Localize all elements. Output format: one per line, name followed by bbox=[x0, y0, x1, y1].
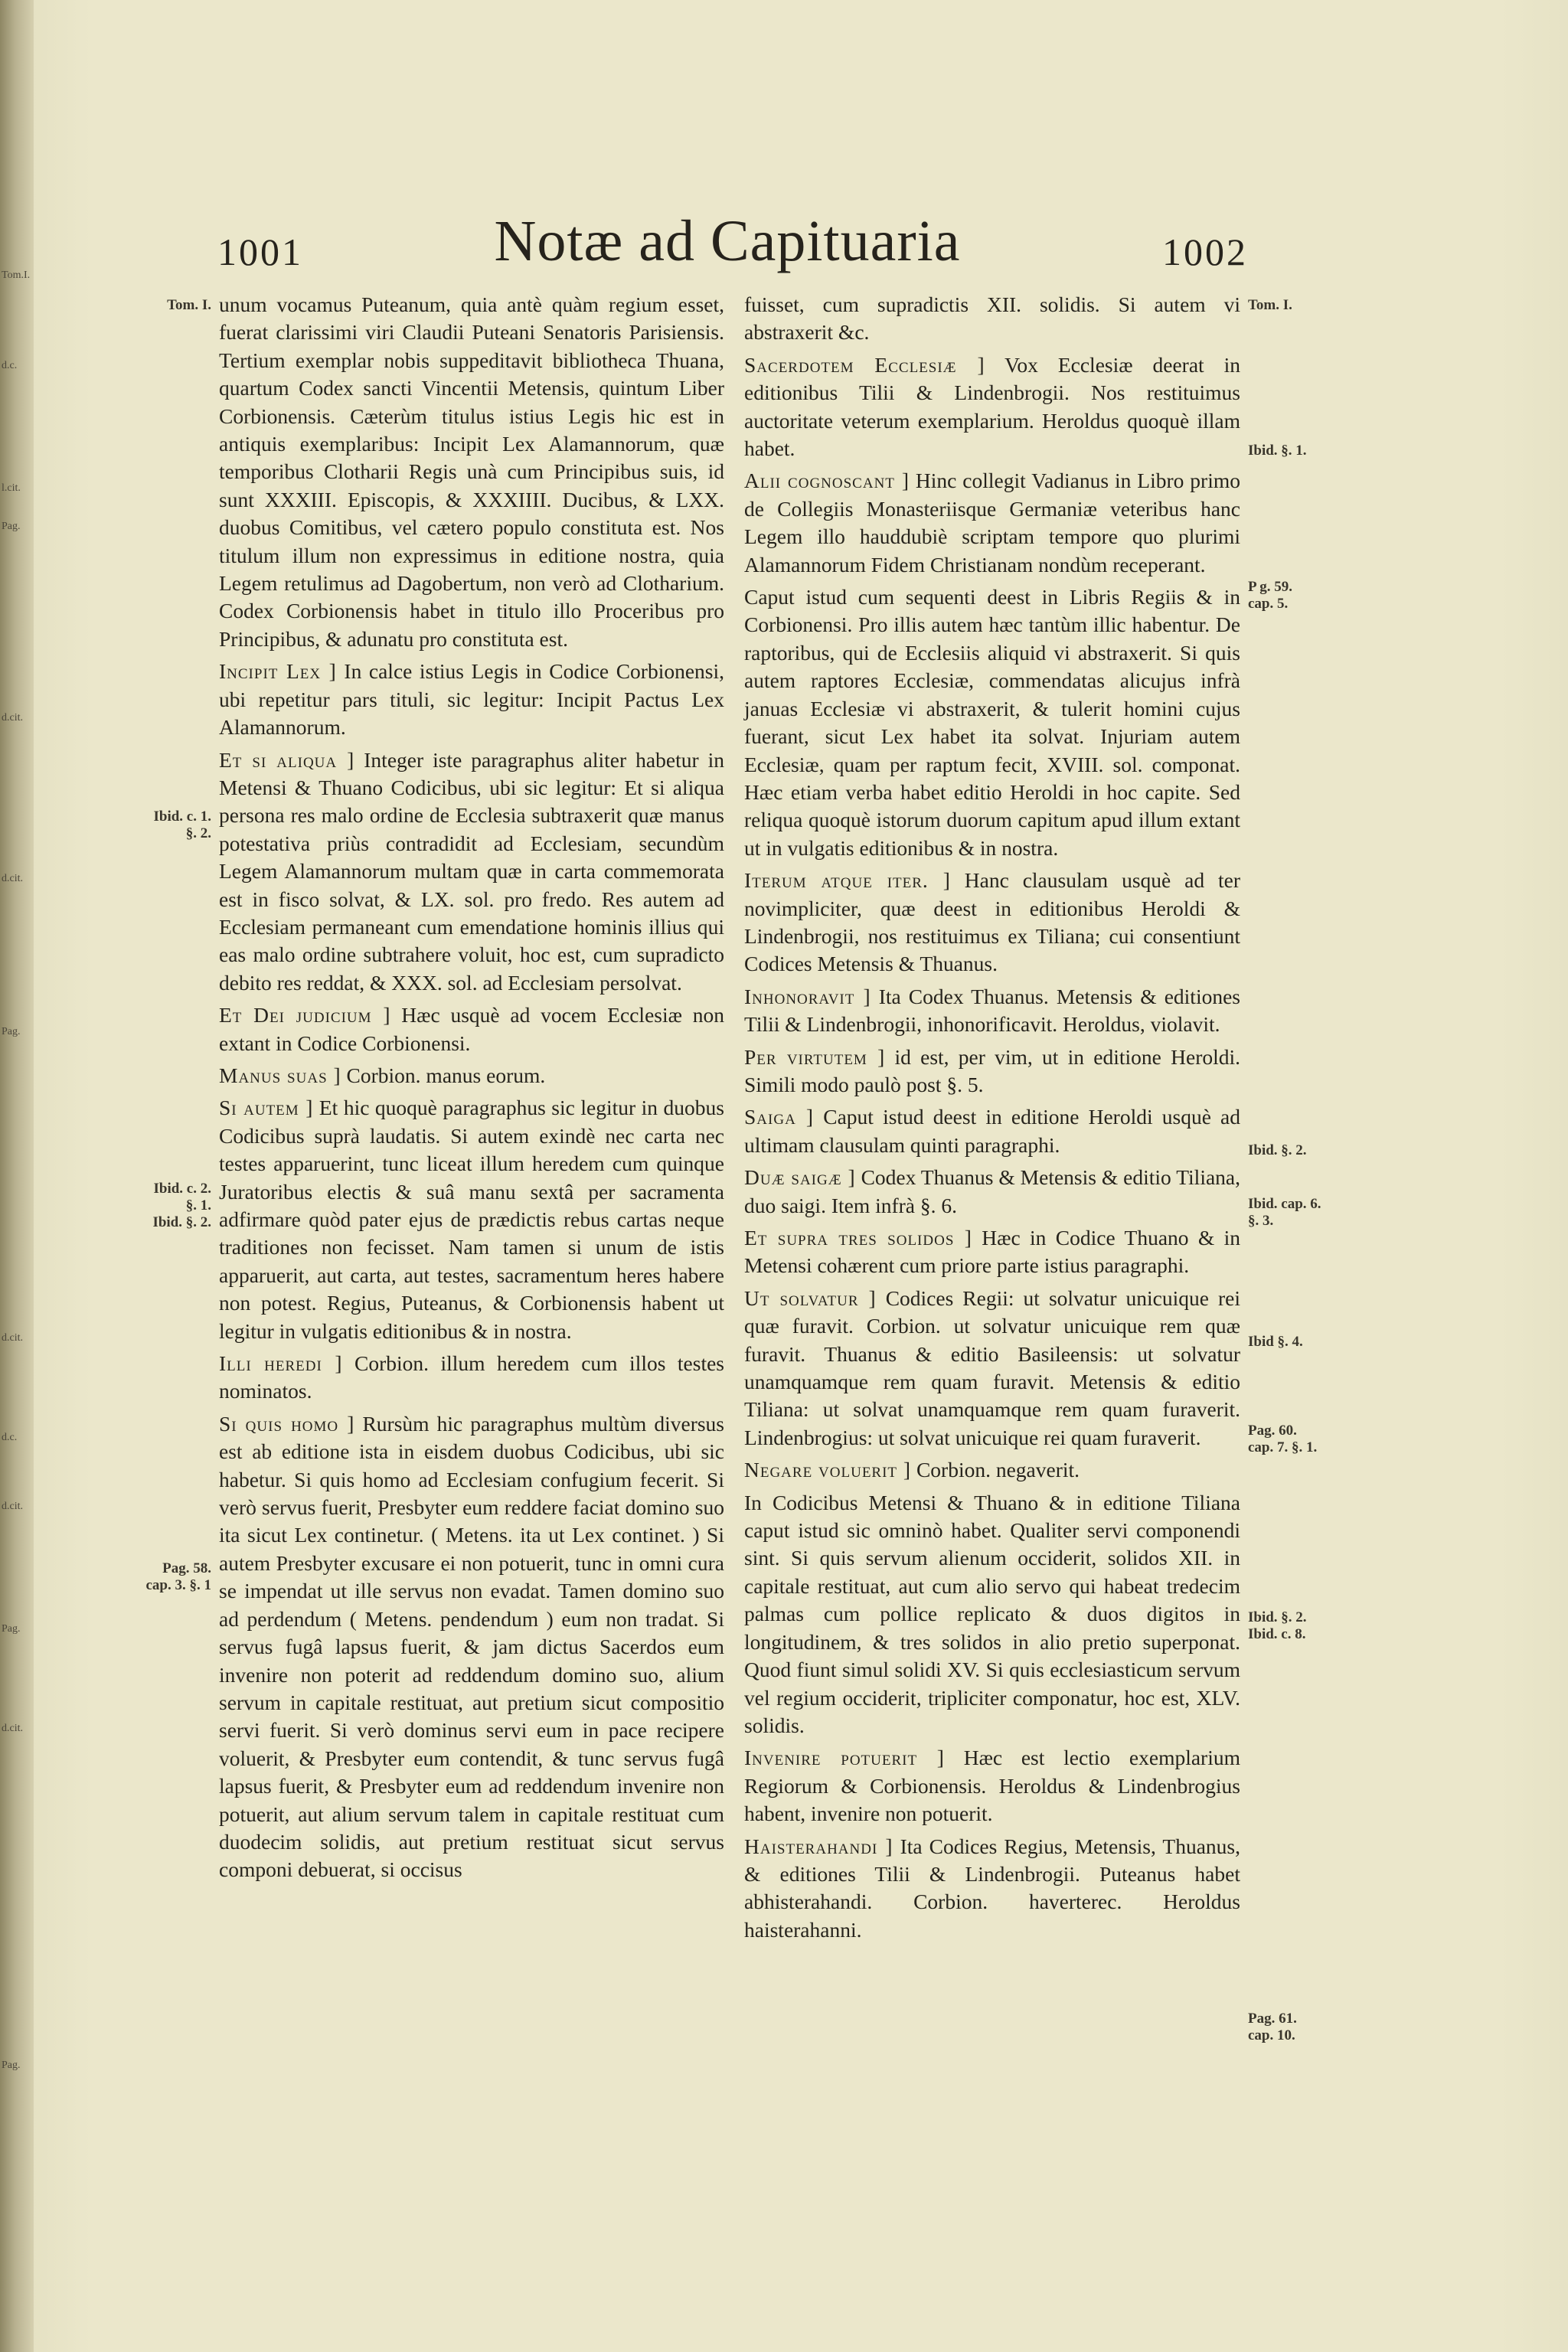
paragraph-text: Hanc clausulam usquè ad ter novimpliciter, quæ deest in editionibus Heroldi & Lindenbrogii, nos restituimus ex Tiliana; cui consentiunt Codices Metensis & Thuanus. bbox=[744, 868, 1241, 976]
margin-note-left: Ibid. c. 1. §. 2. bbox=[153, 808, 211, 841]
paragraph bbox=[744, 1285, 1240, 1452]
lemma: Duæ saigæ ] bbox=[744, 1165, 856, 1190]
paragraph-text: Codex Thuanus & Metensis & editio Tiliana, duo saigi. Item infrà §. 6. bbox=[744, 1165, 1240, 1217]
paragraph-text: Integer iste paragraphus aliter habetur in Metensi & Thuano Codicibus, ubi sic legitur: Et si aliqua persona res malo ordine de Ecclesia subtraxerit quæ manus potestativa priùs contradidit ad Ecclesiam, secundùm Legem Alamannorum multam quæ in carta commemorata est in fisco solvat, & LX. sol. pro fredo. Res autem ad Ecclesiam permaneant cum emendatione hominis illius qui eas malo ordine subtrahere voluit, hoc est, cum supradicto debito res reddat, & XXX. sol. ad Ecclesiam persolvat. bbox=[219, 747, 725, 995]
paragraph bbox=[744, 583, 1240, 862]
paragraph bbox=[219, 746, 724, 998]
lemma: Et Dei judicium ] bbox=[219, 1003, 391, 1027]
lemma: Haisterahandi ] bbox=[744, 1834, 893, 1858]
paragraph-text: Caput istud cum sequenti deest in Libris Regiis & in Corbionensi. Pro illis autem hæc tantùm illic habentur. De raptoribus, qui de Ecclesiis aliquid vi abstraxerit. Si quis autem raptores Ecclesiæ, commendatas alicujus infrà januas Ecclesiæ vi abstraxerit, & tulerit homini cujus fuerant, sicut Lex habet ita solvat. Injuriam autem Ecclesiæ, quam per raptum fecit, XVIII. sol. componat. Hæc etiam verba habet editio Heroldi in hoc capite. Sed reliqua quoquè istorum duorum capitum apud illum extant ut in vulgatis editionibus & in nostra. bbox=[744, 585, 1240, 860]
paragraph-text: Ita Codices Regius, Metensis, Thuanus, & editiones Tilii & Lindenbrogii. Puteanus habet abhisterahandi. Corbion. haverterec. Heroldus haisterahanni. bbox=[744, 1834, 1241, 1942]
paragraph bbox=[219, 1001, 724, 1057]
gutter-note: d.cit. bbox=[2, 1501, 23, 1512]
page-number-right: 1002 bbox=[1162, 230, 1248, 273]
paragraph-text: id est, per vim, ut in editione Heroldi. Simili modo paulò post §. 5. bbox=[744, 1044, 1241, 1096]
lemma: Negare voluerit ] bbox=[744, 1458, 912, 1482]
paragraph bbox=[744, 1164, 1240, 1220]
paragraph bbox=[744, 1103, 1240, 1159]
paragraph-text: Rursùm hic paragraphus multùm diversus est ab editione ista in eisdem duobus Codicibus, ubi sic habetur. Si quis homo ad Ecclesiam confugium fecerit. Si verò servus fuerit, Presbyter eum reddere faciat domino suo ita sicut Lex continetur. ( Metens. ita ut Lex continet. ) Si autem Presbyter excusare ei non potuerit, tunc in omni cura se impendat ut ille servus non evadat. Tamen domino suo ad perdendum ( Metens. pendendum ) eum non tradat. Si servus fugâ lapsus fuerit, & jam dictus Sacerdos eum invenire non poterit ad reddendum domino suo, alium servum in capitale restituat, aut pretium sicut compositio servi fuerit. Si verò dominus servi eum in pace recipere voluerit, & Presbyter eum contendit, & tunc servus fugâ lapsus fuerit, & Presbyter eum ad reddendum invenire non potuerit, aut alium servum talem in capitale restituat cum duodecim solidis, aut pretium restituat sicut servus componi debuerat, si occisus bbox=[219, 1411, 725, 1882]
gutter-note: l.cit. bbox=[2, 482, 21, 494]
margin-note-right: Pag. 61. cap. 10. bbox=[1248, 2011, 1297, 2043]
paragraph bbox=[744, 867, 1240, 978]
margin-note-right: Ibid. cap. 6. §. 3. bbox=[1248, 1196, 1321, 1229]
margin-note-right: Ibid. §. 1. bbox=[1248, 443, 1307, 459]
paragraph bbox=[744, 291, 1240, 347]
right-column bbox=[744, 291, 1240, 1944]
paragraph-text: Codices Regii: ut solvatur unicuique rei quæ furavit. Corbion. ut solvatur unicuique rem quæ furavit. Thuanus & editio Basileensis: ut solvatur unamquamque rem quam furavit. Metensis & editio Tiliana: ut solvat unamquamque rem quam furaverit. Lindenbrogius: ut solvat unicuique rei quam furaverit. bbox=[744, 1285, 1241, 1449]
left-column bbox=[219, 291, 724, 1884]
paragraph-text: In calce istius Legis in Codice Corbionensi, ubi repetitur pars tituli, sic legitur: Incipit Pactus Lex Alamannorum. bbox=[219, 659, 725, 740]
paragraph bbox=[219, 1094, 724, 1345]
paragraph-text: Hæc est lectio exemplarium Regiorum & Corbionensis. Heroldus & Lindenbrogius habent, invenire non potuerit. bbox=[744, 1746, 1240, 1826]
gutter-note: Pag. bbox=[2, 521, 21, 532]
paragraph-text: Hæc usquè ad vocem Ecclesiæ non extant in Codice Corbionensi. bbox=[219, 1003, 724, 1055]
lemma: Si quis homo ] bbox=[219, 1411, 355, 1436]
facing-page-edge bbox=[0, 0, 34, 2352]
paragraph-text: Vox Ecclesiæ deerat in editionibus Tilii & Lindenbrogii. Nos restituimus auctoritate veterum exemplarium. Heroldus quoquè illam habet. bbox=[744, 352, 1240, 461]
paragraph-text: Corbion. negaverit. bbox=[916, 1458, 1080, 1482]
paragraph bbox=[744, 467, 1240, 579]
gutter-note: Pag. bbox=[2, 2060, 21, 2071]
lemma: Invenire potuerit ] bbox=[744, 1746, 945, 1770]
lemma: Inhonoravit ] bbox=[744, 984, 871, 1008]
lemma: Ut solvatur ] bbox=[744, 1285, 877, 1310]
lemma: Iterum atque iter. ] bbox=[744, 868, 951, 893]
paragraph-text: Caput istud deest in editione Heroldi usquè ad ultimam clausulam quinti paragraphi. bbox=[744, 1105, 1241, 1157]
margin-note-left: Tom. I. bbox=[167, 297, 211, 313]
lemma: Sacerdotem Ecclesiæ ] bbox=[744, 352, 985, 377]
lemma: Et si aliqua ] bbox=[219, 747, 355, 772]
paragraph bbox=[744, 1456, 1240, 1484]
margin-note-right: Pag. 60. cap. 7. §. 1. bbox=[1248, 1423, 1318, 1455]
paragraph bbox=[744, 1044, 1240, 1099]
paragraph bbox=[219, 1062, 724, 1089]
margin-note-right: Ibid. §. 2. bbox=[1248, 1142, 1307, 1158]
margin-note-right: Ibid. §. 2. Ibid. c. 8. bbox=[1248, 1609, 1307, 1642]
paragraph-text: unum vocamus Puteanum, quia antè quàm regium esset, fuerat clarissimi viri Claudii Puteani Senatoris Parisiensis. Tertium exemplar nobis suppeditavit bibliotheca Thuana, quartum Codex sancti Vincentii Metensis, quintum Liber Corbionensis. Cæterùm titulus istius Legis hic est in antiquis exemplaribus: Incipit Lex Alamannorum, quæ temporibus Clotharii Regis unà cum Principibus suis, id sunt XXXIII. Episcopis, & XXXIIII. Ducibus, & LXX. duobus Comitibus, vel cætero populo constituta est. Nos titulum illum non expressimus in editione nostra, quia Legem retulimus ad Dagobertum, non verò ad Clotharium. Codex Corbionensis habet in titulo illo Proceribus pro Principibus, & adunatu pro constituta est. bbox=[219, 292, 724, 651]
paragraph-text: Et hic quoquè paragraphus sic legitur in duobus Codicibus suprà laudatis. Si autem exindè nec carta nec testes apparuerint, tunc liceat illum heredem cum quinque Juratoribus electis & suâ manu sextâ per sacramenta adfirmare quòd pater ejus de prædictis rebus cartas neque traditiones non fecisset. Nam tamen si unum de istis apparuerit, aut carta, aut testes, sacramentum heres habere non potest. Regius, Puteanus, & Corbionensis habent ut legitur in vulgatis editionibus & in nostra. bbox=[219, 1096, 725, 1343]
paragraph bbox=[219, 1410, 724, 1884]
paragraph bbox=[219, 1350, 724, 1406]
lemma: Per virtutem ] bbox=[744, 1044, 886, 1069]
lemma: Alii cognoscant ] bbox=[744, 469, 910, 493]
margin-note-left: Pag. 58. cap. 3. §. 1 bbox=[145, 1560, 211, 1593]
lemma: Manus suas ] bbox=[219, 1063, 341, 1087]
gutter-note: d.cit. bbox=[2, 712, 23, 724]
gutter-note: Pag. bbox=[2, 1623, 21, 1635]
paragraph bbox=[744, 1744, 1240, 1828]
paragraph-text: Ita Codex Thuanus. Metensis & editiones Tilii & Lindenbrogii, inhonorificavit. Heroldus, violavit. bbox=[744, 984, 1240, 1037]
paragraph bbox=[744, 1489, 1240, 1740]
margin-note-right: Ibid §. 4. bbox=[1248, 1334, 1303, 1350]
gutter-note: d.c. bbox=[2, 1432, 18, 1443]
lemma: Et supra tres solidos ] bbox=[744, 1226, 972, 1250]
gutter-note: d.cit. bbox=[2, 1332, 23, 1344]
page-number-left: 1001 bbox=[217, 230, 303, 273]
gutter-note: d.cit. bbox=[2, 873, 23, 884]
paragraph bbox=[744, 983, 1240, 1039]
paragraph bbox=[744, 351, 1240, 463]
paragraph-text: In Codicibus Metensi & Thuano & in editione Tiliana caput istud sic omninò habet. Qualiter servi componendi sint. Si quis servum alienum occiderit, solidos XII. in capitale restituat, aut cum alio servo qui habeat tredecim palmas cum pollice replicato & duos digitos in longitudinem, & tres solidos in alio pretio superponat. Quod fiunt simul solidi XV. Si quis ecclesiasticum servum vel regium occiderit, tripliciter componatur, hoc est, XLV. solidis. bbox=[744, 1490, 1240, 1737]
gutter-note: Tom.I. bbox=[2, 270, 31, 281]
paragraph bbox=[744, 1833, 1240, 1945]
gutter-note: d.c. bbox=[2, 360, 18, 371]
lemma: Si autem ] bbox=[219, 1096, 314, 1120]
margin-note-left: Ibid. c. 2. §. 1. Ibid. §. 2. bbox=[152, 1181, 211, 1230]
gutter-note: d.cit. bbox=[2, 1723, 23, 1734]
paragraph bbox=[219, 291, 724, 653]
paragraph-text: Hæc in Codice Thuano & in Metensi cohærent cum priore parte istius paragraphi. bbox=[744, 1226, 1241, 1278]
gutter-note: Pag. bbox=[2, 1026, 21, 1037]
paragraph-text: Corbion. manus eorum. bbox=[346, 1063, 546, 1087]
paragraph-text: Hinc collegit Vadianus in Libro primo de Collegiis Monasteriisque Germaniæ veteribus hanc Legem illo hauddubiè scriptam tempore quo plurimi Alamannorum Fidem Christianam nondùm receperant. bbox=[744, 469, 1240, 577]
margin-note-right: Tom. I. bbox=[1248, 297, 1292, 313]
paragraph-text: Corbion. illum heredem cum illos testes nominatos. bbox=[219, 1351, 725, 1403]
lemma: Incipit Lex ] bbox=[219, 659, 337, 684]
paragraph bbox=[219, 658, 724, 741]
paragraph bbox=[744, 1224, 1240, 1280]
paragraph-text: fuisset, cum supradictis XII. solidis. Si autem vi abstraxerit &c. bbox=[744, 292, 1240, 345]
running-header bbox=[207, 208, 1248, 292]
lemma: Saiga ] bbox=[744, 1105, 815, 1129]
page-title: Notæ ad Capituaria bbox=[494, 209, 961, 273]
lemma: Illi heredi ] bbox=[219, 1351, 343, 1376]
margin-note-right: P g. 59. cap. 5. bbox=[1248, 579, 1293, 612]
